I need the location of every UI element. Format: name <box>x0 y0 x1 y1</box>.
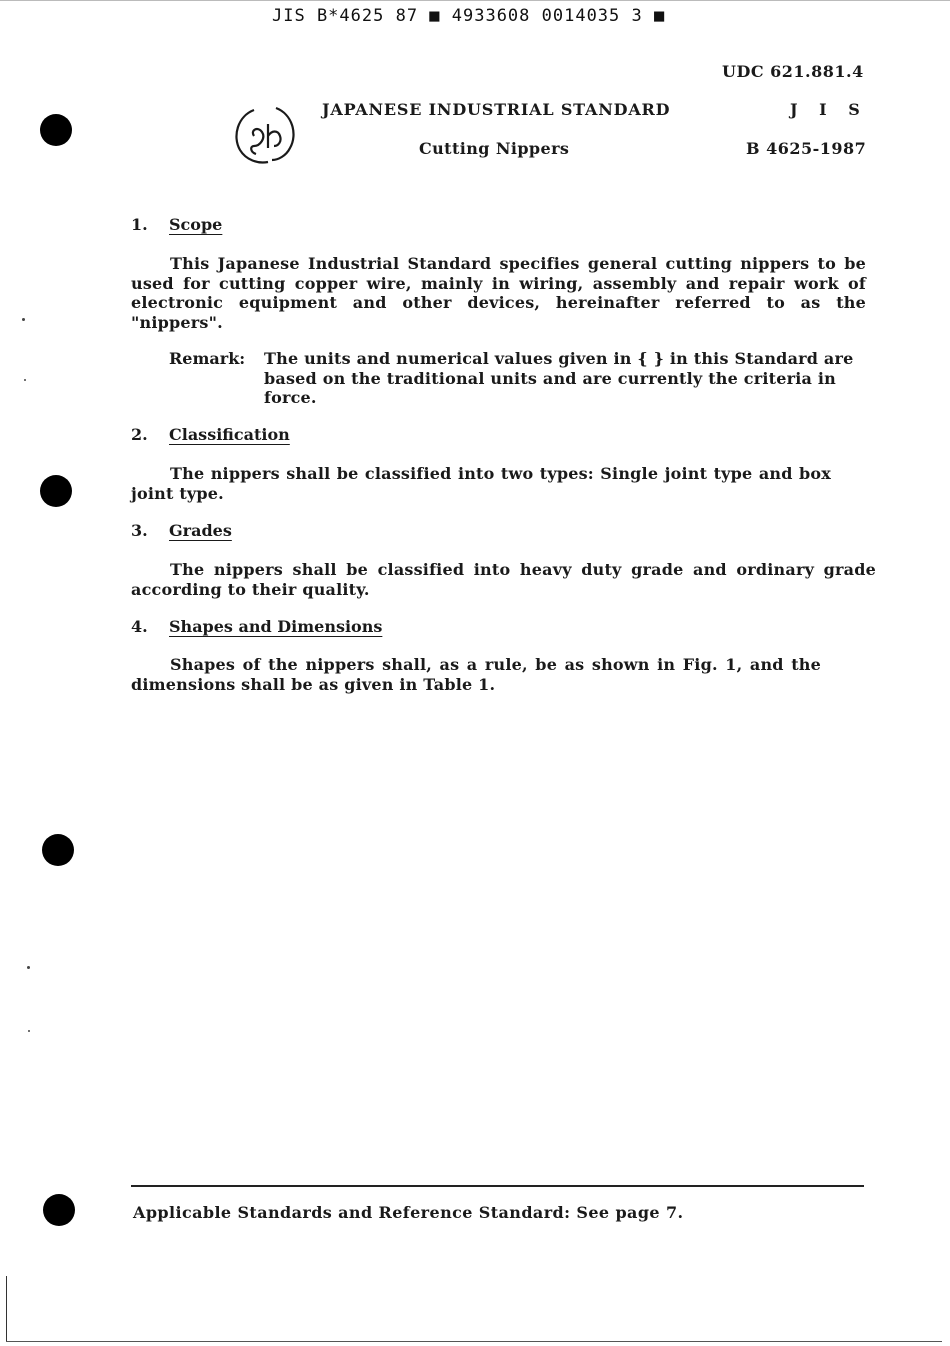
document-title: Cutting Nippers <box>419 139 570 158</box>
punch-hole <box>40 475 72 507</box>
section-title-grades: Grades <box>169 521 232 540</box>
scan-header-code: JIS B*4625 87 ■ 4933608 0014035 3 ■ <box>272 6 666 26</box>
footer-rule <box>131 1185 864 1187</box>
section-paragraph: This Japanese Industrial Standard specifies general cutting nippers to be used for cutting copper wire, mainly in wiring, assembly and repair work of electronic equipment and other devices, hereinafter referred to as the "nippers". <box>131 254 866 332</box>
footer-reference: Applicable Standards and Reference Standard: See page 7. <box>133 1203 684 1222</box>
section-title-classification: Classification <box>169 425 290 444</box>
remark-label: Remark: <box>169 349 246 368</box>
scan-speck <box>24 379 26 381</box>
scan-top-edge <box>0 0 950 1</box>
jis-mark: J I S <box>790 100 868 119</box>
section-paragraph: Shapes of the nippers shall, as a rule, be as shown in Fig. 1, and the dimensions shall be as given in Table 1. <box>131 655 821 694</box>
scan-speck <box>28 1030 30 1032</box>
section-number: 4. <box>131 617 148 636</box>
scan-edge <box>6 1341 942 1342</box>
organization-title: JAPANESE INDUSTRIAL STANDARD <box>322 100 671 119</box>
punch-hole <box>43 1194 75 1226</box>
udc-number: UDC 621.881.4 <box>722 62 864 81</box>
scan-speck <box>22 318 25 321</box>
jis-logo-icon <box>232 102 298 168</box>
remark-text: The units and numerical values given in { } in this Standard are based on the traditional units and are currently the criteria in force. <box>264 349 854 407</box>
section-number: 3. <box>131 521 148 540</box>
section-title-shapes: Shapes and Dimensions <box>169 617 383 636</box>
standard-number: B 4625-1987 <box>746 139 867 158</box>
section-number: 1. <box>131 215 148 234</box>
punch-hole <box>40 114 72 146</box>
punch-hole <box>42 834 74 866</box>
scan-speck <box>27 966 30 969</box>
scan-edge <box>6 1276 7 1342</box>
section-paragraph: The nippers shall be classified into heavy duty grade and ordinary grade according to their quality. <box>131 560 876 599</box>
section-number: 2. <box>131 425 148 444</box>
section-paragraph: The nippers shall be classified into two types: Single joint type and box joint type. <box>131 464 831 503</box>
section-title-scope: Scope <box>169 215 223 234</box>
